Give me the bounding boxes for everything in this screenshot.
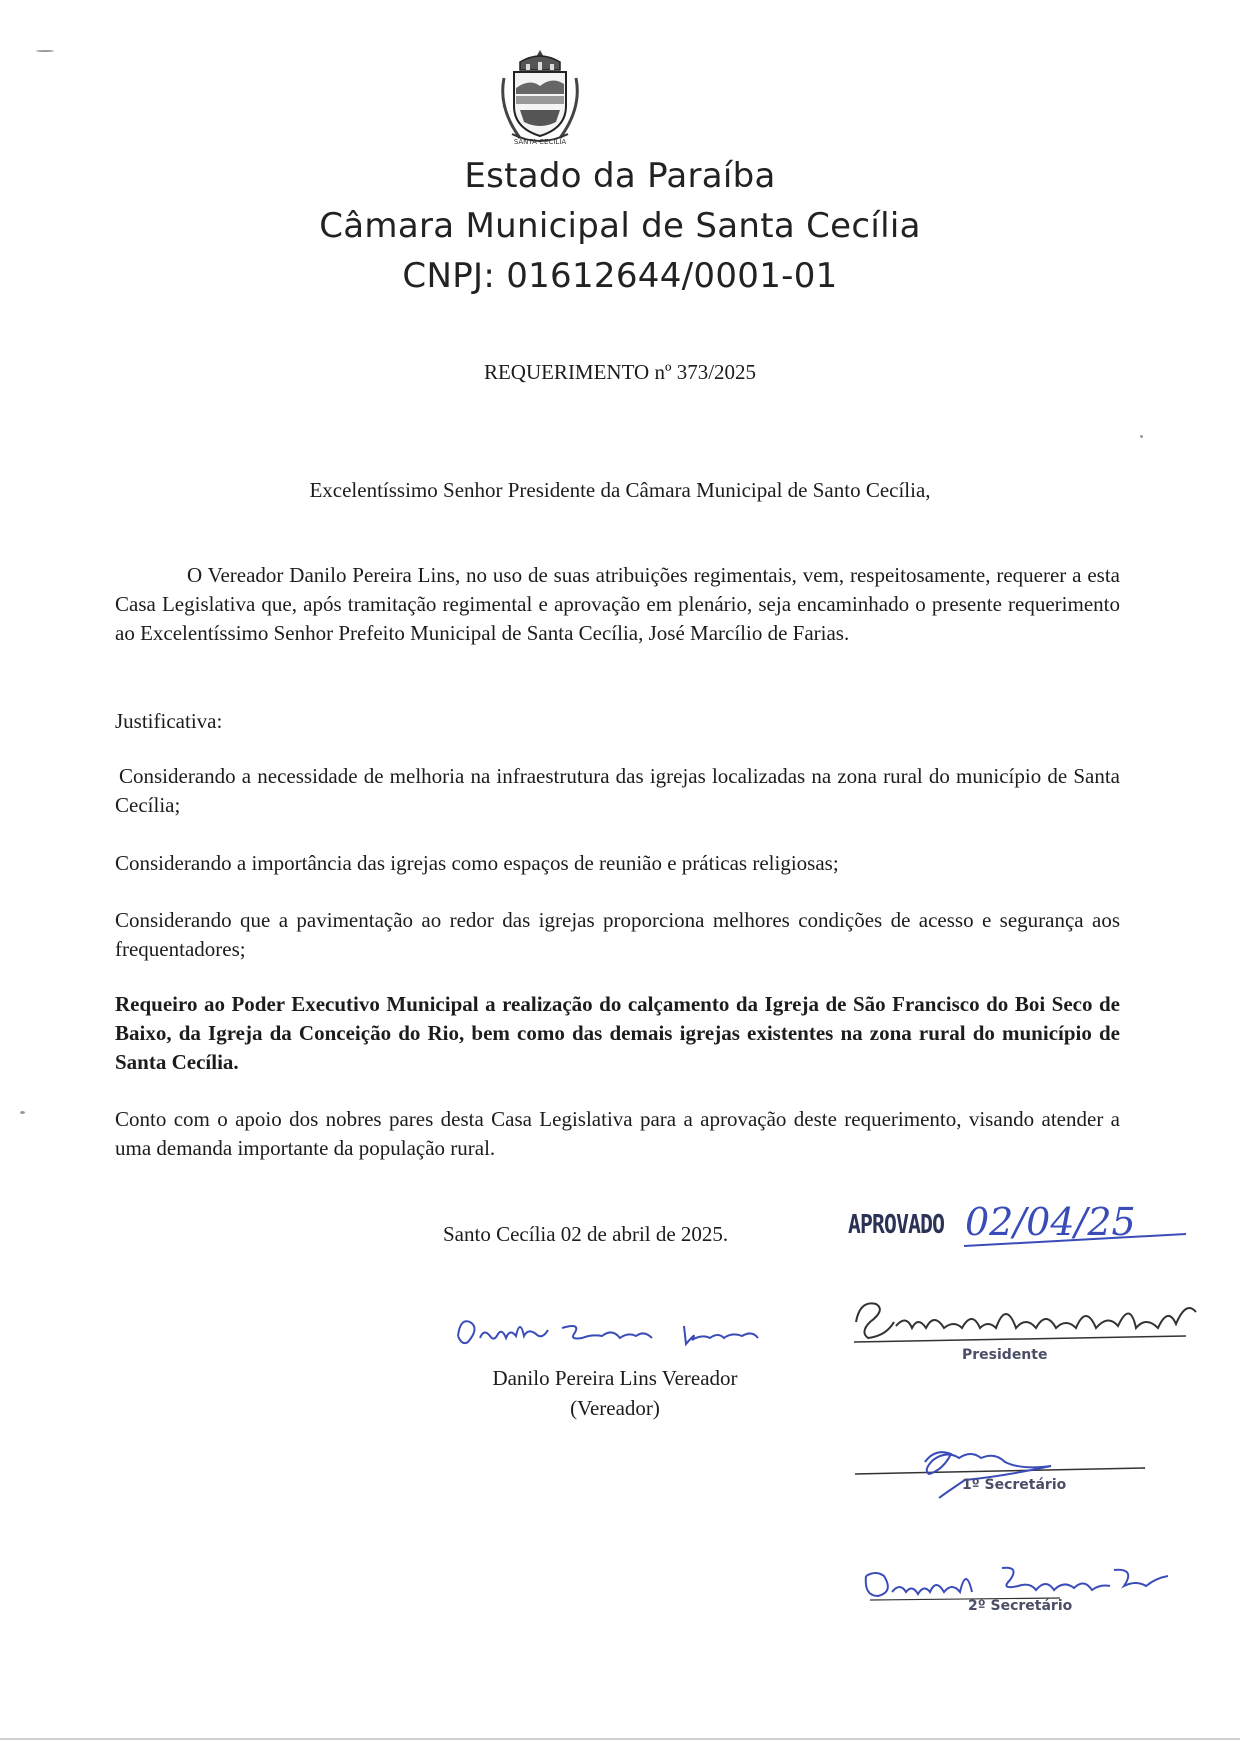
considerando-1: Considerando a necessidade de melhoria na infraestrutura das igrejas localizadas na zona rural do município de Santa Cecília; — [115, 764, 1120, 817]
justificativa-label: Justificativa: — [115, 709, 223, 733]
document-title: REQUERIMENTO nº 373/2025 — [483, 360, 757, 384]
secretary2-label: 2º Secretário — [968, 1598, 1073, 1614]
header-cnpj: CNPJ: 01612644/0001-01 — [402, 256, 838, 296]
scan-speck — [36, 50, 54, 52]
date-line: Santo Cecília 02 de abril de 2025. — [443, 1222, 729, 1246]
scan-speck — [20, 1111, 25, 1114]
closing-paragraph: Conto com o apoio dos nobres pares desta Casa Legislativa para a aprovação deste requerimento, visando atender a uma demanda importante da população rural. — [115, 1107, 1120, 1160]
president-signature-icon — [846, 1292, 1206, 1350]
scan-speck — [1140, 435, 1143, 438]
crest-motto: SANTA CECILIA — [513, 138, 567, 146]
approval-stamp-date: 02/04/25 — [965, 1200, 1136, 1244]
signatory-role: (Vereador) — [570, 1396, 660, 1420]
signatory-block — [450, 1363, 780, 1423]
considerando-3: Considerando que a pavimentação ao redor das igrejas proporciona melhores condições de acesso e segurança aos frequentadores; — [115, 908, 1120, 961]
scan-bottom-edge — [0, 1738, 1240, 1740]
author-signature-icon — [452, 1298, 812, 1358]
signatory-name: Danilo Pereira Lins Vereador — [492, 1366, 738, 1390]
considerando-2: Considerando a importância das igrejas como espaços de reunião e práticas religiosas; — [115, 851, 839, 875]
paragraph-request: O Vereador Danilo Pereira Lins, no uso de suas atribuições regimentais, vem, respeitosamente, requerer a esta Casa Legislativa que, após tramitação regimental e aprovação em plenário, seja encaminhado o presente requerimento ao Excelentíssimo Senhor Prefeito Municipal de Santa Cecília, José Marcílio de Farias. — [115, 563, 1120, 645]
stamp-date-underline — [960, 1232, 1190, 1252]
author-signature-text: Danilo Pereira Lins — [452, 1298, 460, 1299]
requerimento-paragraph: Requeiro ao Poder Executivo Municipal a realização do calçamento da Igreja de São Francisco do Boi Seco de Baixo, da Igreja da Conceição do Rio, bem como das demais igrejas existentes na zona rural do município de Santa Cecília. — [115, 992, 1120, 1074]
approval-stamp-label: APROVADO — [848, 1210, 945, 1240]
secretary1-label: 1º Secretário — [962, 1477, 1067, 1493]
president-label: Presidente — [962, 1347, 1048, 1363]
salutation: Excelentíssimo Senhor Presidente da Câmara Municipal de Santo Cecília, — [309, 478, 931, 502]
header-state: Estado da Paraíba — [464, 156, 776, 196]
municipal-coat-of-arms-icon — [490, 48, 590, 148]
header-chamber: Câmara Municipal de Santa Cecília — [319, 206, 921, 246]
